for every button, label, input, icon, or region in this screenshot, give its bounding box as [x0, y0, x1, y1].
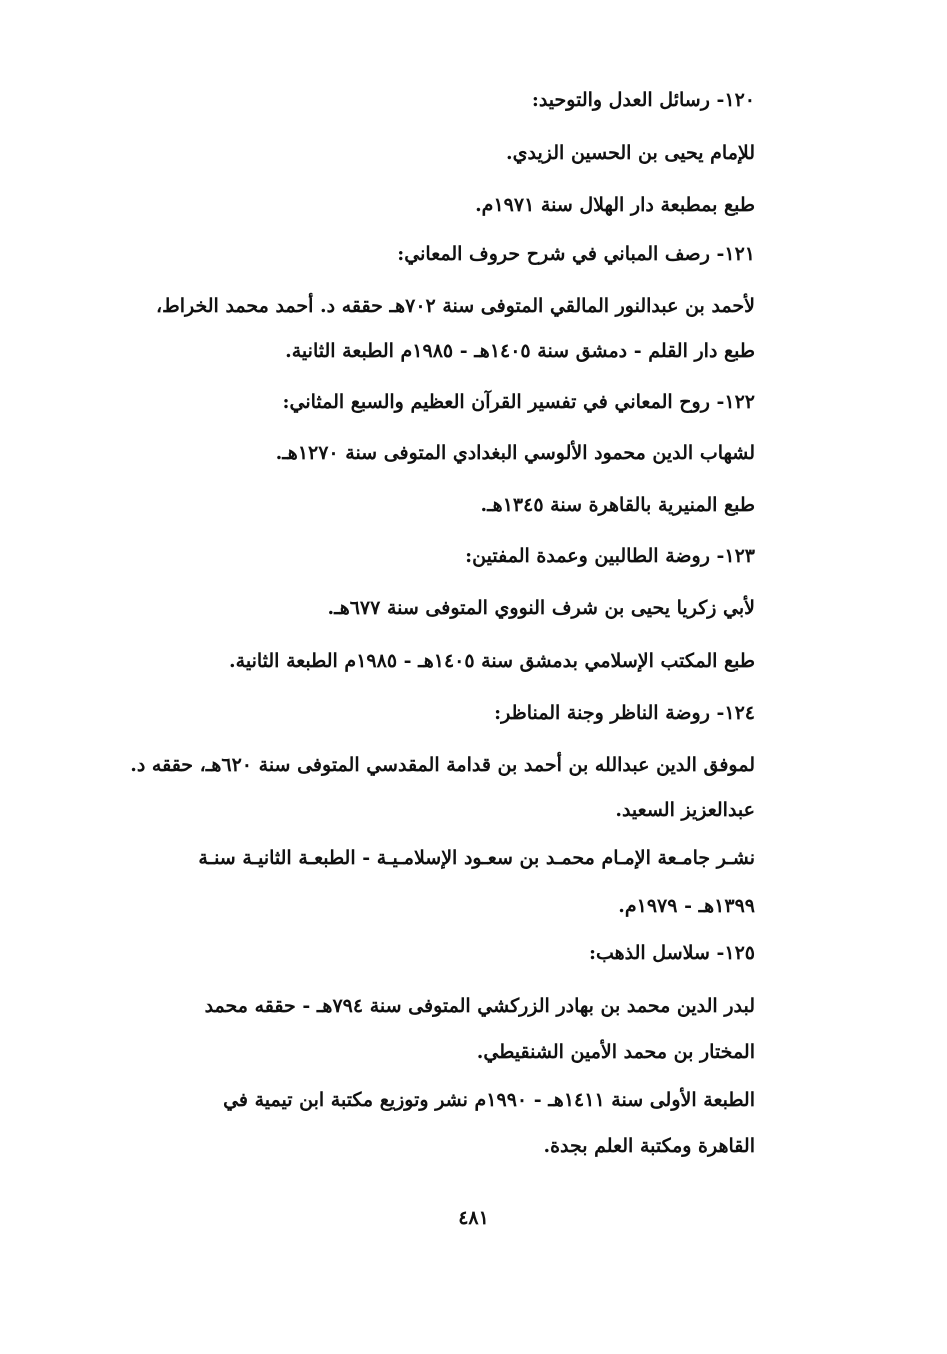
- entry-line: الطبعة الأولى سنة ١٤١١هـ - ١٩٩٠م نشر وتوزيع مكتبة ابن تيمية في: [223, 1089, 755, 1111]
- entry-line: طبع المكتب الإسلامي بدمشق سنة ١٤٠٥هـ - ١٩٨٥م الطبعة الثانية.: [229, 650, 755, 672]
- entry-line: لموفق الدين عبدالله بن أحمد بن قدامة المقدسي المتوفى سنة ٦٢٠هـ، حققه د.: [130, 754, 755, 776]
- entry-line: لبدر الدين محمد بن بهادر الزركشي المتوفى سنة ٧٩٤هـ - حققه محمد: [204, 995, 755, 1017]
- entry-line: نشـر جامـعة الإمـام محمـد بن سعـود الإسلامـيـة - الطبعـة الثانيـة سنـة: [198, 847, 755, 869]
- entry-line: لشهاب الدين محمود الألوسي البغدادي المتوفى سنة ١٢٧٠هـ.: [275, 442, 755, 464]
- entry-line: القاهرة ومكتبة العلم بجدة.: [543, 1135, 755, 1157]
- entry-line: طبع بمطبعة دار الهلال سنة ١٩٧١م.: [475, 194, 755, 216]
- entry-line: لأحمد بن عبدالنور المالقي المتوفى سنة ٧٠٢هـ حققه د. أحمد محمد الخراط،: [156, 295, 755, 317]
- entry-heading: ١٢٥- سلاسل الذهب:: [588, 942, 755, 964]
- entry-heading: ١٢١- رصف المباني في شرح حروف المعاني:: [397, 243, 755, 265]
- entry-line: ١٣٩٩هـ - ١٩٧٩م.: [618, 895, 755, 917]
- entry-line: عبدالعزيز السعيد.: [615, 799, 755, 821]
- entry-line: طبع المنيرية بالقاهرة سنة ١٣٤٥هـ.: [480, 494, 755, 516]
- entry-line: طبع دار القلم - دمشق سنة ١٤٠٥هـ - ١٩٨٥م الطبعة الثانية.: [285, 340, 755, 362]
- page-number: ٤٨١: [458, 1207, 489, 1229]
- entry-heading: ١٢٤- روضة الناظر وجنة المناظر:: [494, 702, 755, 724]
- entry-heading: ١٢٣- روضة الطالبين وعمدة المفتين:: [465, 545, 755, 567]
- entry-heading: ١٢٠- رسائل العدل والتوحيد:: [531, 89, 755, 111]
- entry-heading: ١٢٢- روح المعاني في تفسير القرآن العظيم والسبع المثاني:: [282, 391, 755, 413]
- entry-line: للإمام يحيى بن الحسين الزيدي.: [506, 142, 755, 164]
- entry-line: لأبي زكريا يحيى بن شرف النووي المتوفى سنة ٦٧٧هـ.: [327, 597, 755, 619]
- entry-line: المختار بن محمد الأمين الشنقيطي.: [476, 1041, 755, 1063]
